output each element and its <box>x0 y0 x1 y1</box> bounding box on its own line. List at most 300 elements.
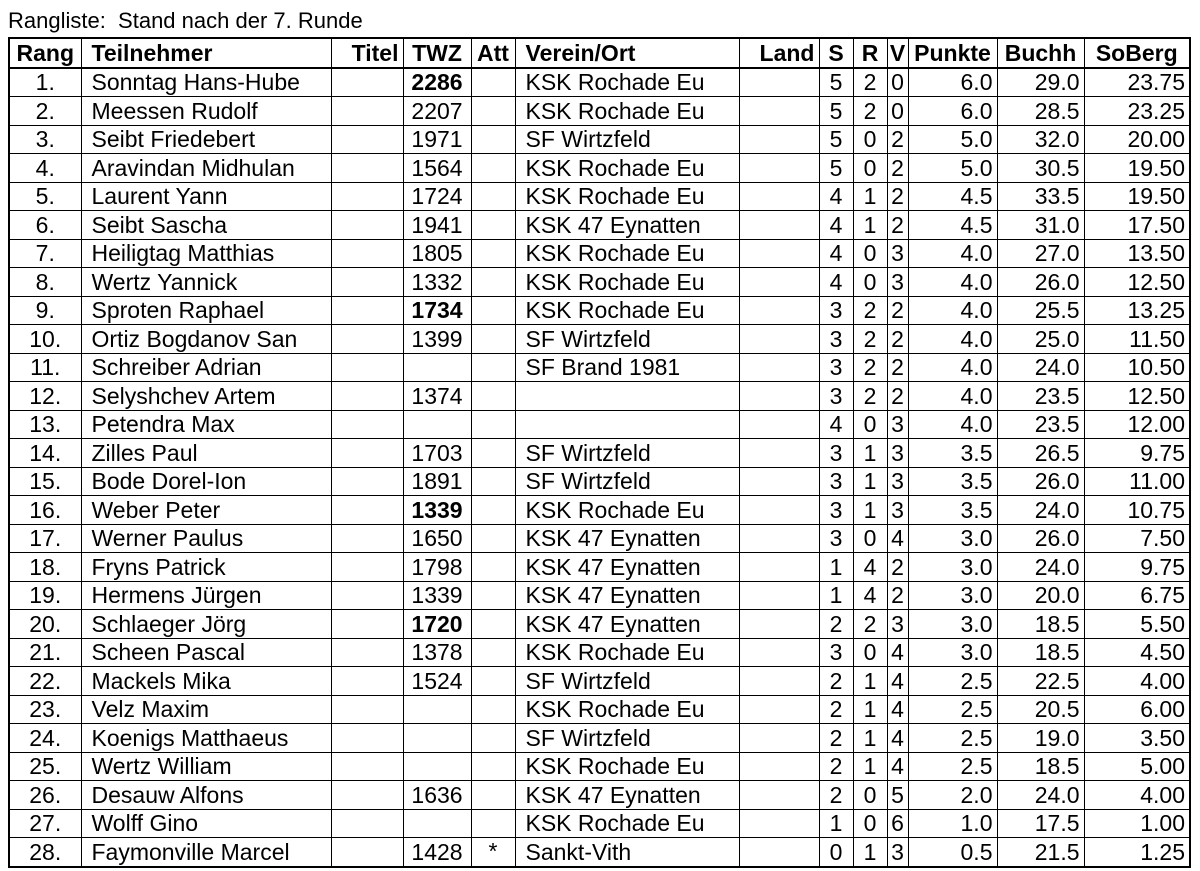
cell-soberg: 13.50 <box>1084 239 1190 268</box>
cell-buchh: 25.5 <box>997 296 1084 325</box>
cell-soberg: 1.25 <box>1084 838 1190 867</box>
cell-twz: 1524 <box>403 667 471 696</box>
cell-land <box>739 410 819 439</box>
cell-buchh: 18.5 <box>997 610 1084 639</box>
cell-r: 1 <box>853 182 887 211</box>
cell-r: 4 <box>853 581 887 610</box>
cell-v: 6 <box>887 809 908 838</box>
cell-twz: 1720 <box>403 610 471 639</box>
cell-att <box>471 182 515 211</box>
cell-verein: KSK 47 Eynatten <box>515 581 739 610</box>
cell-twz <box>403 809 471 838</box>
cell-punkte: 6.0 <box>908 97 997 126</box>
cell-punkte: 3.5 <box>908 496 997 525</box>
cell-rang: 6. <box>9 211 81 240</box>
cell-buchh: 27.0 <box>997 239 1084 268</box>
table-row <box>9 410 1190 439</box>
table-row <box>9 667 1190 696</box>
cell-v: 3 <box>887 410 908 439</box>
cell-r: 0 <box>853 638 887 667</box>
cell-s: 2 <box>819 667 853 696</box>
cell-punkte: 2.5 <box>908 667 997 696</box>
cell-punkte: 2.5 <box>908 752 997 781</box>
cell-soberg: 3.50 <box>1084 724 1190 753</box>
table-row <box>9 695 1190 724</box>
cell-teilnehmer: Hermens Jürgen <box>81 581 331 610</box>
cell-r: 1 <box>853 752 887 781</box>
cell-soberg: 13.25 <box>1084 296 1190 325</box>
cell-att <box>471 553 515 582</box>
cell-rang: 2. <box>9 97 81 126</box>
cell-buchh: 26.0 <box>997 524 1084 553</box>
cell-att <box>471 410 515 439</box>
cell-titel <box>331 382 403 411</box>
cell-verein: KSK Rochade Eu <box>515 496 739 525</box>
cell-r: 2 <box>853 382 887 411</box>
cell-titel <box>331 695 403 724</box>
cell-att <box>471 325 515 354</box>
cell-s: 4 <box>819 182 853 211</box>
cell-titel <box>331 211 403 240</box>
table-row <box>9 68 1190 97</box>
cell-twz: 1805 <box>403 239 471 268</box>
cell-verein: KSK Rochade Eu <box>515 268 739 297</box>
cell-s: 2 <box>819 724 853 753</box>
col-header-r: R <box>853 38 887 68</box>
cell-r: 0 <box>853 410 887 439</box>
cell-titel <box>331 610 403 639</box>
cell-verein: KSK Rochade Eu <box>515 239 739 268</box>
cell-buchh: 20.5 <box>997 695 1084 724</box>
cell-teilnehmer: Selyshchev Artem <box>81 382 331 411</box>
cell-v: 2 <box>887 325 908 354</box>
cell-twz: 1724 <box>403 182 471 211</box>
cell-s: 1 <box>819 553 853 582</box>
cell-soberg: 19.50 <box>1084 154 1190 183</box>
cell-rang: 9. <box>9 296 81 325</box>
cell-att <box>471 154 515 183</box>
cell-soberg: 12.50 <box>1084 382 1190 411</box>
cell-rang: 12. <box>9 382 81 411</box>
cell-titel <box>331 781 403 810</box>
cell-verein: KSK Rochade Eu <box>515 154 739 183</box>
cell-r: 1 <box>853 496 887 525</box>
cell-att <box>471 581 515 610</box>
cell-verein: Sankt-Vith <box>515 838 739 867</box>
cell-titel <box>331 325 403 354</box>
table-row <box>9 610 1190 639</box>
cell-rang: 10. <box>9 325 81 354</box>
cell-att <box>471 610 515 639</box>
cell-att <box>471 724 515 753</box>
cell-land <box>739 553 819 582</box>
cell-r: 2 <box>853 68 887 97</box>
cell-att <box>471 752 515 781</box>
cell-s: 3 <box>819 296 853 325</box>
col-header-verein: Verein/Ort <box>515 38 739 68</box>
cell-titel <box>331 553 403 582</box>
cell-v: 3 <box>887 439 908 468</box>
cell-twz <box>403 724 471 753</box>
col-header-punkte: Punkte <box>908 38 997 68</box>
cell-verein: KSK 47 Eynatten <box>515 781 739 810</box>
cell-soberg: 10.75 <box>1084 496 1190 525</box>
cell-buchh: 28.5 <box>997 97 1084 126</box>
cell-verein <box>515 382 739 411</box>
cell-punkte: 4.0 <box>908 353 997 382</box>
cell-verein <box>515 410 739 439</box>
cell-soberg: 12.00 <box>1084 410 1190 439</box>
cell-verein: KSK Rochade Eu <box>515 809 739 838</box>
cell-v: 3 <box>887 467 908 496</box>
cell-land <box>739 296 819 325</box>
cell-twz: 1971 <box>403 125 471 154</box>
cell-teilnehmer: Seibt Sascha <box>81 211 331 240</box>
cell-twz: 1332 <box>403 268 471 297</box>
cell-v: 5 <box>887 781 908 810</box>
cell-soberg: 11.50 <box>1084 325 1190 354</box>
cell-rang: 15. <box>9 467 81 496</box>
cell-buchh: 30.5 <box>997 154 1084 183</box>
cell-rang: 24. <box>9 724 81 753</box>
cell-verein: KSK 47 Eynatten <box>515 524 739 553</box>
cell-titel <box>331 752 403 781</box>
cell-s: 2 <box>819 752 853 781</box>
cell-s: 3 <box>819 353 853 382</box>
table-row <box>9 496 1190 525</box>
cell-titel <box>331 68 403 97</box>
cell-att <box>471 382 515 411</box>
cell-titel <box>331 838 403 867</box>
cell-v: 4 <box>887 638 908 667</box>
cell-punkte: 4.0 <box>908 410 997 439</box>
cell-r: 1 <box>853 439 887 468</box>
cell-att <box>471 809 515 838</box>
cell-verein: KSK Rochade Eu <box>515 296 739 325</box>
cell-land <box>739 838 819 867</box>
cell-verein: KSK Rochade Eu <box>515 97 739 126</box>
cell-titel <box>331 268 403 297</box>
cell-verein: KSK 47 Eynatten <box>515 610 739 639</box>
cell-v: 3 <box>887 496 908 525</box>
cell-verein: KSK 47 Eynatten <box>515 211 739 240</box>
cell-s: 3 <box>819 325 853 354</box>
table-row <box>9 524 1190 553</box>
cell-buchh: 26.0 <box>997 268 1084 297</box>
cell-rang: 20. <box>9 610 81 639</box>
cell-s: 3 <box>819 496 853 525</box>
cell-s: 5 <box>819 125 853 154</box>
cell-punkte: 1.0 <box>908 809 997 838</box>
cell-verein: SF Brand 1981 <box>515 353 739 382</box>
cell-soberg: 11.00 <box>1084 467 1190 496</box>
cell-v: 2 <box>887 211 908 240</box>
col-header-land: Land <box>739 38 819 68</box>
cell-rang: 25. <box>9 752 81 781</box>
cell-rang: 17. <box>9 524 81 553</box>
cell-r: 0 <box>853 154 887 183</box>
cell-rang: 27. <box>9 809 81 838</box>
cell-land <box>739 496 819 525</box>
cell-punkte: 3.0 <box>908 638 997 667</box>
cell-rang: 28. <box>9 838 81 867</box>
cell-v: 3 <box>887 838 908 867</box>
cell-punkte: 4.0 <box>908 239 997 268</box>
cell-rang: 8. <box>9 268 81 297</box>
table-row <box>9 353 1190 382</box>
cell-twz <box>403 410 471 439</box>
cell-verein: SF Wirtzfeld <box>515 724 739 753</box>
cell-r: 1 <box>853 695 887 724</box>
cell-teilnehmer: Heiligtag Matthias <box>81 239 331 268</box>
cell-punkte: 3.0 <box>908 524 997 553</box>
table-row <box>9 467 1190 496</box>
cell-soberg: 1.00 <box>1084 809 1190 838</box>
cell-v: 0 <box>887 68 908 97</box>
cell-s: 3 <box>819 467 853 496</box>
cell-v: 3 <box>887 268 908 297</box>
cell-att <box>471 211 515 240</box>
cell-s: 2 <box>819 610 853 639</box>
cell-s: 1 <box>819 581 853 610</box>
cell-verein: KSK Rochade Eu <box>515 752 739 781</box>
cell-buchh: 32.0 <box>997 125 1084 154</box>
cell-teilnehmer: Wertz William <box>81 752 331 781</box>
cell-soberg: 23.25 <box>1084 97 1190 126</box>
cell-titel <box>331 724 403 753</box>
col-header-soberg: SoBerg <box>1084 38 1190 68</box>
cell-r: 1 <box>853 211 887 240</box>
cell-buchh: 31.0 <box>997 211 1084 240</box>
cell-v: 2 <box>887 353 908 382</box>
cell-rang: 3. <box>9 125 81 154</box>
cell-v: 0 <box>887 97 908 126</box>
cell-v: 3 <box>887 610 908 639</box>
cell-r: 2 <box>853 97 887 126</box>
cell-soberg: 4.50 <box>1084 638 1190 667</box>
cell-punkte: 2.0 <box>908 781 997 810</box>
cell-twz: 1374 <box>403 382 471 411</box>
cell-rang: 4. <box>9 154 81 183</box>
cell-s: 1 <box>819 809 853 838</box>
cell-soberg: 19.50 <box>1084 182 1190 211</box>
cell-verein: KSK Rochade Eu <box>515 68 739 97</box>
cell-land <box>739 809 819 838</box>
cell-soberg: 4.00 <box>1084 667 1190 696</box>
cell-rang: 11. <box>9 353 81 382</box>
col-header-att: Att <box>471 38 515 68</box>
cell-land <box>739 382 819 411</box>
cell-rang: 13. <box>9 410 81 439</box>
cell-titel <box>331 154 403 183</box>
cell-r: 0 <box>853 809 887 838</box>
col-header-rang: Rang <box>9 38 81 68</box>
cell-teilnehmer: Koenigs Matthaeus <box>81 724 331 753</box>
cell-land <box>739 695 819 724</box>
cell-punkte: 3.0 <box>908 553 997 582</box>
cell-soberg: 6.75 <box>1084 581 1190 610</box>
cell-twz: 1399 <box>403 325 471 354</box>
cell-att: * <box>471 838 515 867</box>
cell-titel <box>331 496 403 525</box>
cell-buchh: 23.5 <box>997 410 1084 439</box>
cell-att <box>471 268 515 297</box>
cell-soberg: 9.75 <box>1084 553 1190 582</box>
cell-v: 2 <box>887 182 908 211</box>
cell-teilnehmer: Zilles Paul <box>81 439 331 468</box>
cell-titel <box>331 353 403 382</box>
cell-soberg: 6.00 <box>1084 695 1190 724</box>
cell-soberg: 9.75 <box>1084 439 1190 468</box>
col-header-teilnehmer: Teilnehmer <box>81 38 331 68</box>
cell-r: 4 <box>853 553 887 582</box>
cell-punkte: 0.5 <box>908 838 997 867</box>
cell-punkte: 4.0 <box>908 268 997 297</box>
col-header-buchh: Buchh <box>997 38 1084 68</box>
cell-v: 2 <box>887 553 908 582</box>
cell-s: 4 <box>819 239 853 268</box>
cell-v: 2 <box>887 382 908 411</box>
cell-land <box>739 353 819 382</box>
cell-twz: 1564 <box>403 154 471 183</box>
cell-buchh: 29.0 <box>997 68 1084 97</box>
cell-v: 4 <box>887 695 908 724</box>
cell-v: 3 <box>887 239 908 268</box>
cell-punkte: 4.0 <box>908 382 997 411</box>
col-header-twz: TWZ <box>403 38 471 68</box>
cell-s: 3 <box>819 638 853 667</box>
table-row <box>9 296 1190 325</box>
cell-twz: 1734 <box>403 296 471 325</box>
table-row <box>9 838 1190 867</box>
cell-r: 0 <box>853 268 887 297</box>
header-row <box>9 38 1190 68</box>
cell-titel <box>331 638 403 667</box>
col-header-s: S <box>819 38 853 68</box>
cell-att <box>471 239 515 268</box>
table-row <box>9 268 1190 297</box>
table-row <box>9 809 1190 838</box>
cell-teilnehmer: Wertz Yannick <box>81 268 331 297</box>
standings-caption: Rangliste: Stand nach der 7. Runde <box>8 8 363 33</box>
cell-s: 5 <box>819 68 853 97</box>
cell-teilnehmer: Fryns Patrick <box>81 553 331 582</box>
cell-land <box>739 125 819 154</box>
cell-s: 2 <box>819 781 853 810</box>
cell-titel <box>331 439 403 468</box>
cell-teilnehmer: Seibt Friedebert <box>81 125 331 154</box>
table-row <box>9 439 1190 468</box>
cell-verein: SF Wirtzfeld <box>515 439 739 468</box>
cell-buchh: 21.5 <box>997 838 1084 867</box>
cell-land <box>739 439 819 468</box>
cell-att <box>471 68 515 97</box>
cell-teilnehmer: Bode Dorel-Ion <box>81 467 331 496</box>
cell-v: 2 <box>887 296 908 325</box>
cell-titel <box>331 239 403 268</box>
cell-land <box>739 667 819 696</box>
cell-punkte: 4.5 <box>908 182 997 211</box>
cell-land <box>739 239 819 268</box>
cell-land <box>739 154 819 183</box>
cell-teilnehmer: Meessen Rudolf <box>81 97 331 126</box>
cell-buchh: 33.5 <box>997 182 1084 211</box>
cell-att <box>471 125 515 154</box>
table-row <box>9 182 1190 211</box>
cell-twz <box>403 695 471 724</box>
cell-punkte: 4.0 <box>908 296 997 325</box>
cell-teilnehmer: Sonntag Hans-Hube <box>81 68 331 97</box>
cell-land <box>739 752 819 781</box>
table-row <box>9 752 1190 781</box>
table-row <box>9 211 1190 240</box>
cell-soberg: 5.00 <box>1084 752 1190 781</box>
cell-s: 5 <box>819 154 853 183</box>
cell-teilnehmer: Faymonville Marcel <box>81 838 331 867</box>
cell-teilnehmer: Ortiz Bogdanov San <box>81 325 331 354</box>
cell-s: 3 <box>819 524 853 553</box>
cell-att <box>471 695 515 724</box>
cell-land <box>739 724 819 753</box>
table-row <box>9 553 1190 582</box>
cell-att <box>471 496 515 525</box>
cell-teilnehmer: Werner Paulus <box>81 524 331 553</box>
cell-rang: 16. <box>9 496 81 525</box>
cell-s: 3 <box>819 382 853 411</box>
cell-v: 2 <box>887 154 908 183</box>
cell-r: 0 <box>853 524 887 553</box>
cell-punkte: 2.5 <box>908 695 997 724</box>
cell-land <box>739 581 819 610</box>
cell-rang: 1. <box>9 68 81 97</box>
table-row <box>9 239 1190 268</box>
cell-r: 1 <box>853 667 887 696</box>
cell-twz: 1650 <box>403 524 471 553</box>
cell-titel <box>331 524 403 553</box>
cell-rang: 19. <box>9 581 81 610</box>
cell-buchh: 20.0 <box>997 581 1084 610</box>
cell-r: 2 <box>853 353 887 382</box>
table-row <box>9 154 1190 183</box>
cell-soberg: 7.50 <box>1084 524 1190 553</box>
table-row <box>9 638 1190 667</box>
cell-land <box>739 211 819 240</box>
cell-teilnehmer: Scheen Pascal <box>81 638 331 667</box>
cell-att <box>471 781 515 810</box>
cell-teilnehmer: Sproten Raphael <box>81 296 331 325</box>
cell-rang: 26. <box>9 781 81 810</box>
cell-land <box>739 524 819 553</box>
cell-teilnehmer: Weber Peter <box>81 496 331 525</box>
cell-verein: SF Wirtzfeld <box>515 667 739 696</box>
cell-att <box>471 439 515 468</box>
cell-buchh: 23.5 <box>997 382 1084 411</box>
cell-v: 2 <box>887 125 908 154</box>
cell-punkte: 6.0 <box>908 68 997 97</box>
cell-titel <box>331 125 403 154</box>
cell-verein: SF Wirtzfeld <box>515 125 739 154</box>
cell-punkte: 5.0 <box>908 125 997 154</box>
cell-v: 4 <box>887 752 908 781</box>
cell-r: 2 <box>853 610 887 639</box>
cell-rang: 14. <box>9 439 81 468</box>
cell-att <box>471 97 515 126</box>
cell-twz <box>403 752 471 781</box>
standings-table <box>8 37 1191 868</box>
cell-twz: 2207 <box>403 97 471 126</box>
cell-teilnehmer: Schreiber Adrian <box>81 353 331 382</box>
cell-titel <box>331 182 403 211</box>
